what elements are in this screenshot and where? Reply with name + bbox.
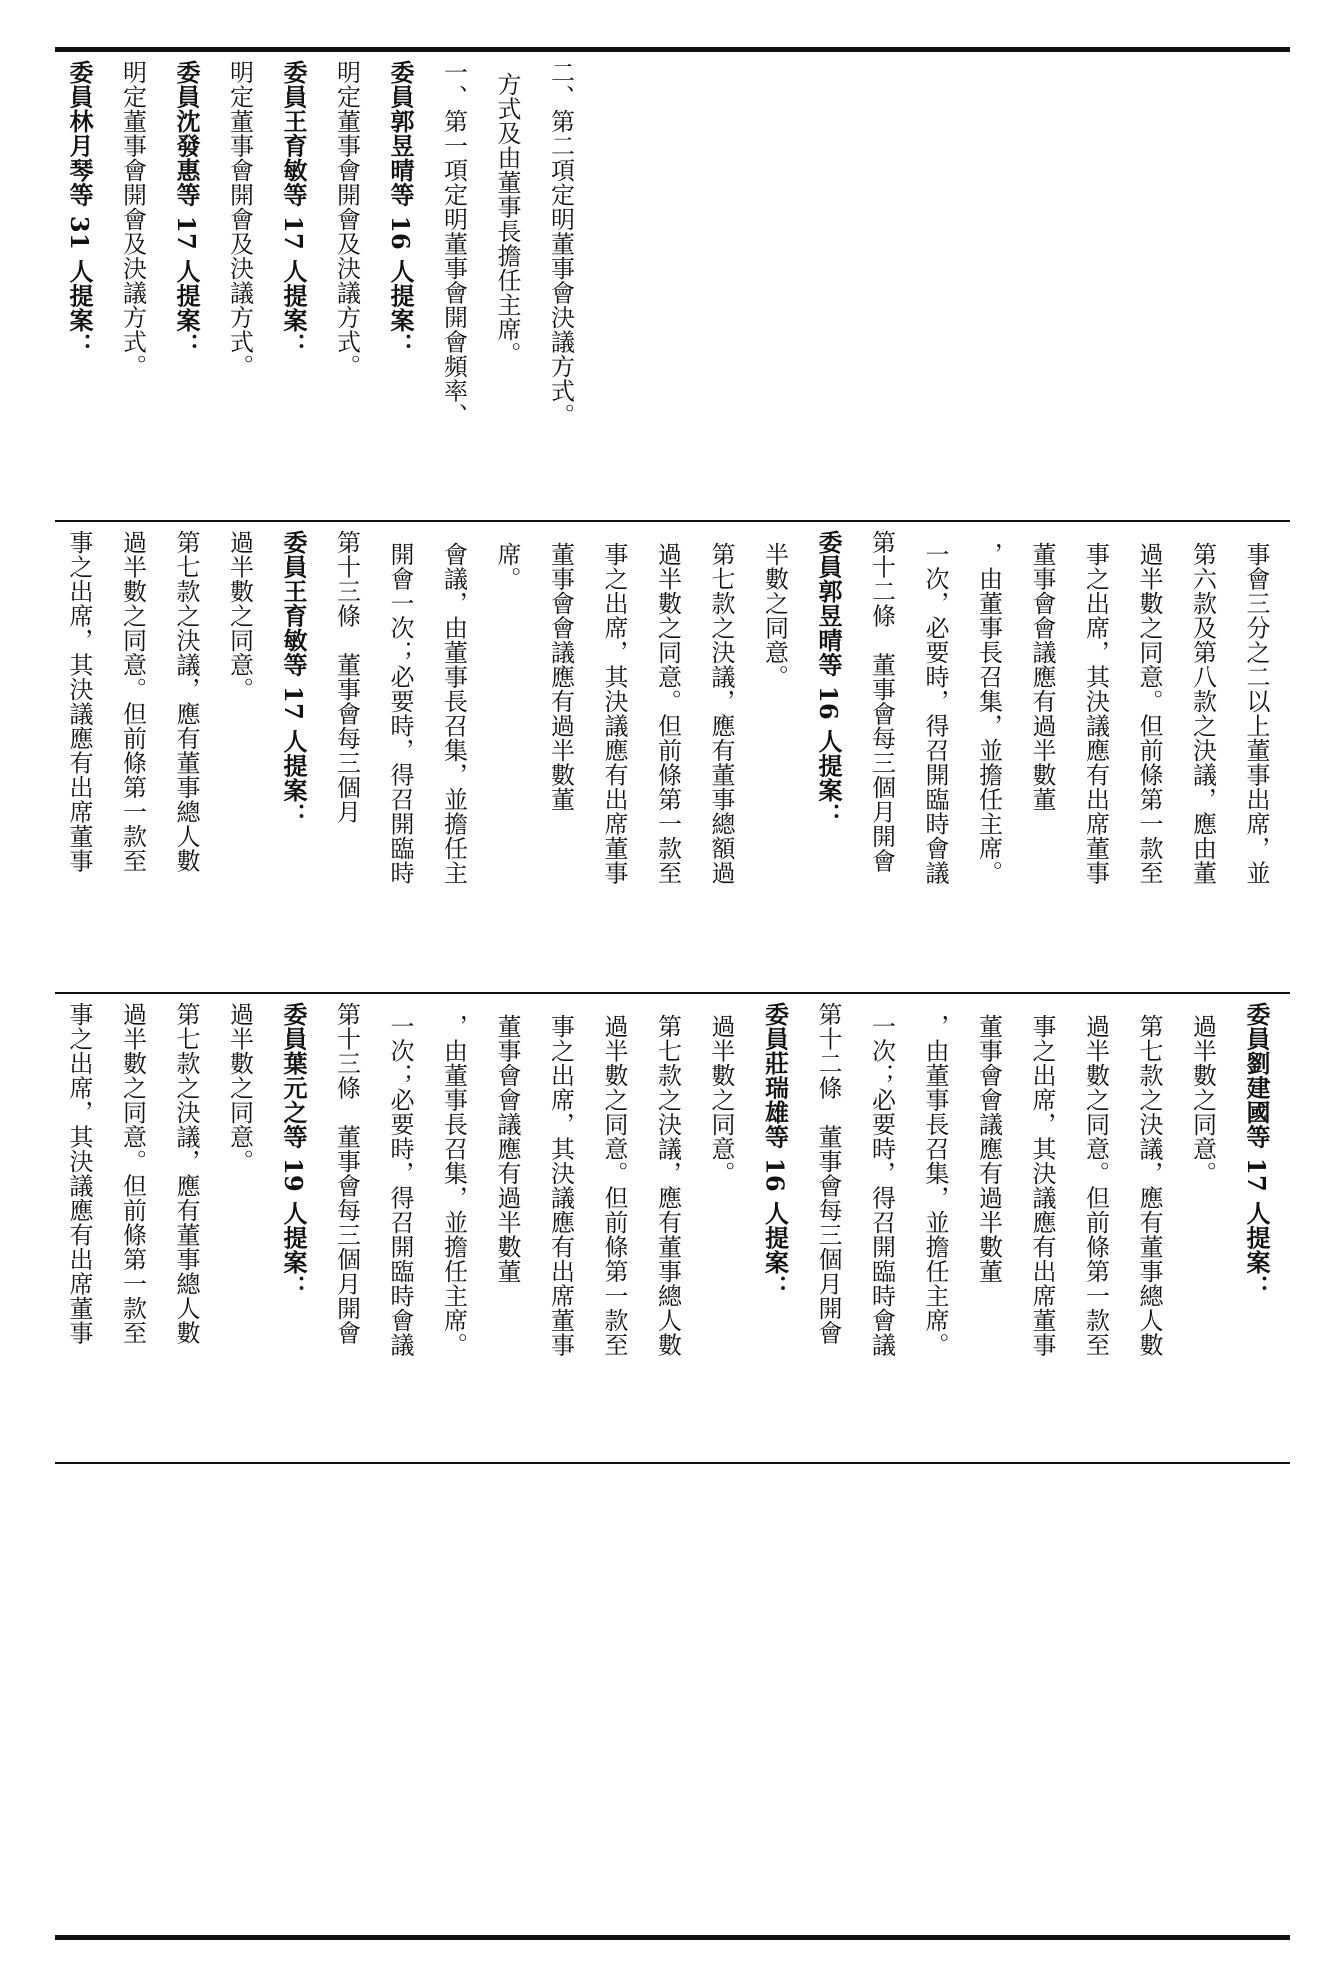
text-line: 董事會會議應有過半數董	[974, 1014, 1003, 1284]
text-line: 一、第一項定明董事會開會頻率、	[439, 60, 468, 428]
text-line: 第七款之決議，應有董事總人數	[172, 530, 200, 873]
text-line: 一次，必要時，得召開臨時會議	[921, 542, 949, 885]
text-line: 一次；必要時，得召開臨時會議	[386, 1014, 414, 1357]
text-line: 過半數之同意。但前條第一款至	[118, 1002, 147, 1345]
text-line: 第七款之決議，應有董事總人數	[172, 1002, 200, 1345]
text-line: 過半數之同意。	[1188, 1014, 1217, 1186]
text-line: ，由董事長召集，並擔任主席。	[921, 1014, 949, 1357]
text-line: 董事會會議應有過半數董	[493, 1014, 521, 1284]
proposal-section-2	[55, 522, 1290, 992]
proposer-heading: 委員沈發惠等 17 人提案：	[172, 60, 201, 358]
text-line: 第七款之決議，應有董事總人數	[653, 1014, 682, 1357]
proposer-heading: 委員林月琴等 31 人提案：	[65, 60, 94, 358]
text-line: 明定董事會開會及決議方式。	[225, 60, 254, 379]
text-line: 過半數之同意。	[225, 530, 254, 702]
text-line: 事之出席，其決議應有出席董事	[65, 530, 93, 873]
text-line: 過半數之同意。但前條第一款至	[118, 530, 147, 873]
proposer-heading: 委員郭昱晴等 16 人提案：	[386, 60, 415, 358]
text-line: 過半數之同意。但前條第一款至	[653, 542, 682, 885]
text-line: 事之出席，其決議應有出席董事	[1081, 542, 1110, 885]
page-bottom-rule	[55, 1935, 1290, 1940]
text-line: 一次；必要時，得召開臨時會議	[867, 1014, 896, 1357]
proposer-heading: 委員莊瑞雄等 16 人提案：	[760, 1002, 790, 1300]
text-line: 第六款及第八款之決議，應由董	[1188, 542, 1217, 885]
text-line: 第十三條 董事會每三個月開會	[332, 1002, 361, 1345]
text-line: 方式及由董事長擔任主席。	[493, 72, 521, 366]
proposer-heading: 委員王育敏等 17 人提案：	[279, 60, 308, 358]
text-line: 過半數之同意。但前條第一款至	[1081, 1014, 1110, 1357]
proposer-heading: 委員王育敏等 17 人提案：	[279, 530, 308, 828]
proposer-heading: 委員郭昱晴等 16 人提案：	[814, 530, 843, 828]
text-line: 會議，由董事長召集，並擔任主	[439, 542, 468, 885]
text-line: 第七款之決議，應有董事總人數	[1135, 1014, 1163, 1357]
proposer-heading: 委員葉元之等 19 人提案：	[279, 1002, 308, 1300]
table-bottom-rule	[55, 1462, 1290, 1464]
proposer-heading: 委員劉建國等 17 人提案：	[1242, 1002, 1271, 1300]
text-line: 過半數之同意。	[225, 1002, 254, 1174]
text-line: 第七款之決議，應有董事總額過	[707, 542, 735, 885]
text-line: 第十二條 董事會每三個月開會	[814, 1002, 842, 1345]
text-line: 過半數之同意。但前條第一款至	[600, 1014, 628, 1357]
text-line: ，由董事長召集，並擔任主席。	[439, 1014, 468, 1357]
text-line: 席。	[493, 542, 521, 591]
text-line: 事之出席，其決議應有出席董事	[546, 1014, 575, 1357]
text-line: 明定董事會開會及決議方式。	[118, 60, 147, 379]
text-line: 第十二條 董事會每三個月開會	[867, 530, 896, 873]
text-line: 半數之同意。	[760, 542, 789, 689]
text-line: ，由董事長召集，並擔任主席。	[974, 542, 1003, 885]
text-line: 董事會會議應有過半數董	[546, 542, 575, 812]
text-line: 開會一次；必要時，得召開臨時	[386, 542, 414, 885]
text-line: 董事會會議應有過半數董	[1028, 542, 1056, 812]
proposal-section-1	[55, 52, 1290, 520]
text-line: 事之出席，其決議應有出席董事	[600, 542, 628, 885]
text-line: 過半數之同意。但前條第一款至	[1135, 542, 1163, 885]
proposal-section-3	[55, 994, 1290, 1462]
text-line: 二、第二項定明董事會決議方式。	[546, 60, 575, 428]
text-line: 過半數之同意。	[707, 1014, 735, 1186]
text-line: 明定董事會開會及決議方式。	[332, 60, 361, 379]
text-line: 事之出席，其決議應有出席董事	[1028, 1014, 1056, 1357]
text-line: 事之出席，其決議應有出席董事	[65, 1002, 93, 1345]
text-line: 事會三分之二以上董事出席，並	[1242, 542, 1270, 885]
text-line: 第十三條 董事會每三個月	[332, 530, 361, 824]
